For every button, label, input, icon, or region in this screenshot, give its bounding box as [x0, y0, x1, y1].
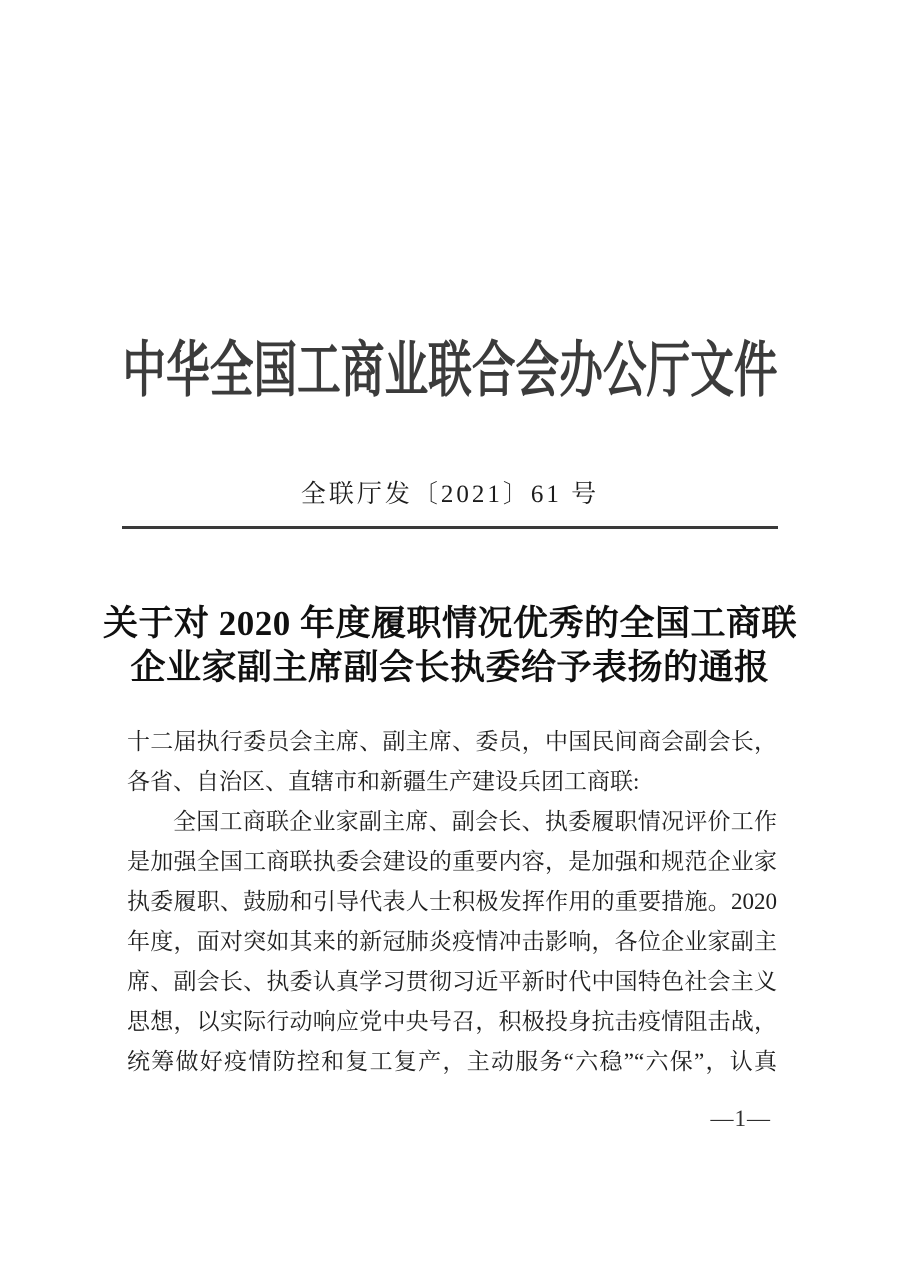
- page-number: —1—: [710, 1106, 771, 1131]
- document-number: 全联厅发〔2021〕61 号: [300, 481, 600, 508]
- document-body: [127, 722, 777, 1082]
- body-line: 统筹做好疫情防控和复工复产，主动服务“六稳”“六保”，认真: [127, 1049, 777, 1074]
- letterhead-divider: [122, 526, 778, 529]
- document-title: [100, 602, 800, 690]
- letterhead-org-name: 中华全国工商业联合会办公厅文件: [122, 337, 778, 405]
- letterhead-title: [0, 336, 900, 420]
- body-line: 是加强全国工商联执委会建设的重要内容，是加强和规范企业家: [127, 849, 777, 874]
- body-line: 执委履职、鼓励和引导代表人士积极发挥作用的重要措施。2020: [127, 889, 777, 914]
- body-line: 思想，以实际行动响应党中央号召，积极投身抗击疫情阻击战，: [127, 1009, 777, 1034]
- body-line: 全国工商联企业家副主席、副会长、执委履职情况评价工作: [173, 809, 777, 834]
- salutation-line: 十二届执行委员会主席、副主席、委员，中国民间商会副会长，: [127, 729, 777, 754]
- body-line: 年度，面对突如其来的新冠肺炎疫情冲击影响，各位企业家副主: [127, 929, 777, 954]
- document-title-line-1: 关于对 2020 年度履职情况优秀的全国工商联: [102, 604, 797, 643]
- body-line: 席、副会长、执委认真学习贯彻习近平新时代中国特色社会主义: [127, 969, 777, 994]
- salutation-line: 各省、自治区、直辖市和新疆生产建设兵团工商联:: [127, 769, 640, 794]
- document-title-line-2: 企业家副主席副会长执委给予表扬的通报: [130, 648, 770, 687]
